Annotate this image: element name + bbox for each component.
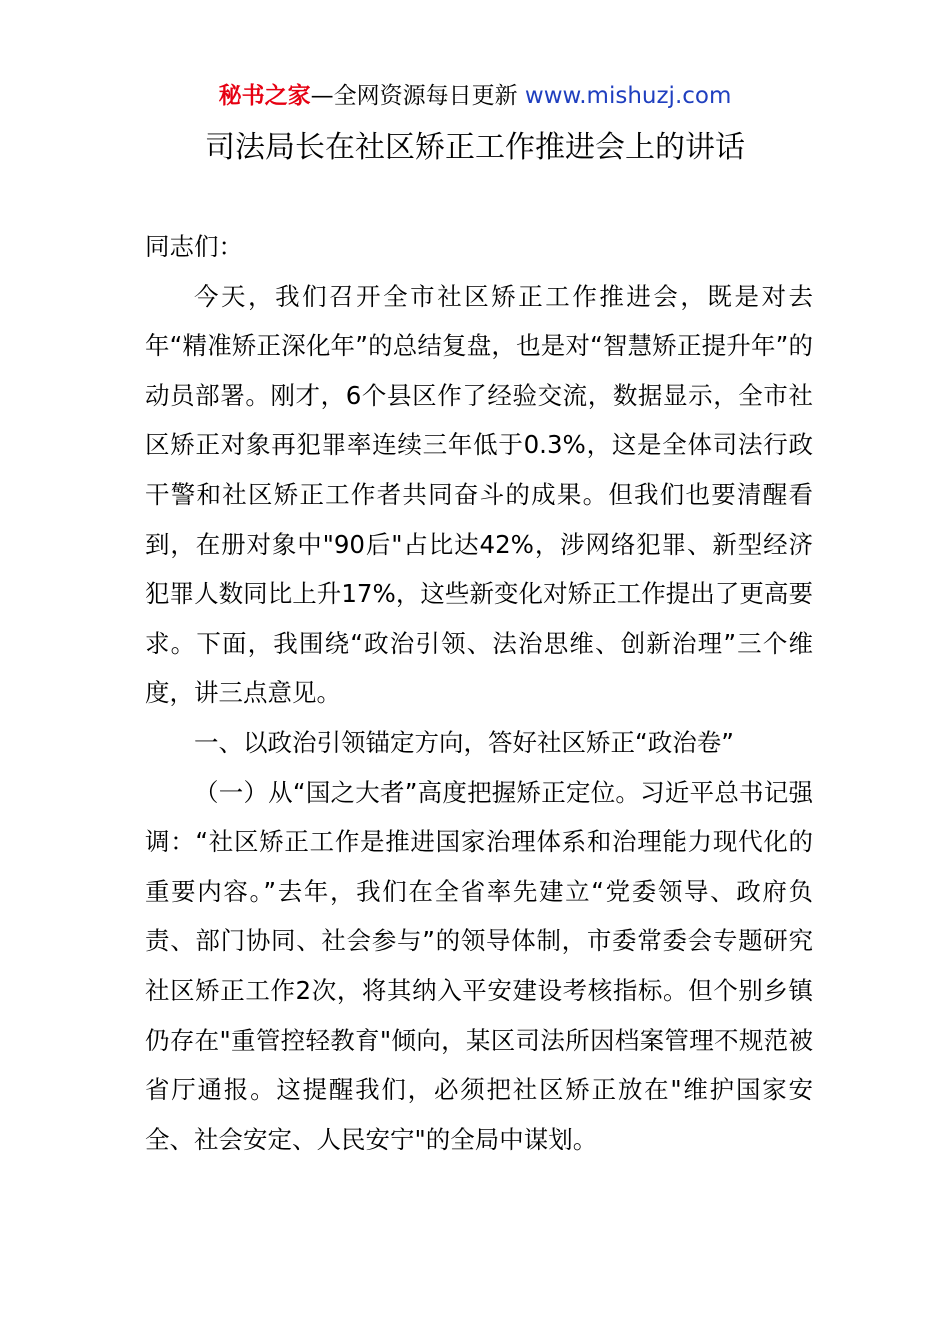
salutation: 同志们： (145, 232, 243, 261)
paragraph-intro: 今天，我们召开全市社区矫正工作推进会，既是对去年“精准矫正深化年”的总结复盘，也是对“智慧矫正提升年”的动员部署。刚才，6个县区作了经验交流，数据显示，全市社区矫正对象再犯罪率连续三年低于0.3%，这是全体司法行政干警和社区矫正工作者共同奋斗的成果。但我们也要清醒看到，在册对象中"90后"占比达42%，涉网络犯罪、新型经济犯罪人数同比上升17%，这些新变化对矫正工作提出了更高要求。下面，我围绕“政治引领、法治思维、创新治理”三个维度，讲三点意见。 (145, 281, 813, 708)
document-title: 司法局长在社区矫正工作推进会上的讲话 (205, 130, 745, 165)
site-tagline: —全网资源每日更新 (310, 83, 518, 109)
brand-name: 秘书之家 (218, 83, 311, 109)
site-header (0, 80, 950, 112)
document-body (145, 222, 813, 1164)
paragraph-section-1-1: （一）从“国之大者”高度把握矫正定位。习近平总书记强调：“社区矫正工作是推进国家治理体系和治理能力现代化的重要内容。”去年，我们在全省率先建立“党委领导、政府负责、部门协同、社会参与”的领导体制，市委常委会专题研究社区矫正工作2次，将其纳入平安建设考核指标。但个别乡镇仍存在"重管控轻教育"倾向，某区司法所因档案管理不规范被省厅通报。这提醒我们，必须把社区矫正放在"维护国家安全、社会安定、人民安宁"的全局中谋划。 (145, 777, 813, 1154)
section-heading-1: 一、以政治引领锚定方向，答好社区矫正“政治卷” (194, 727, 734, 757)
site-url-link[interactable]: www.mishuzj.com (524, 83, 732, 109)
